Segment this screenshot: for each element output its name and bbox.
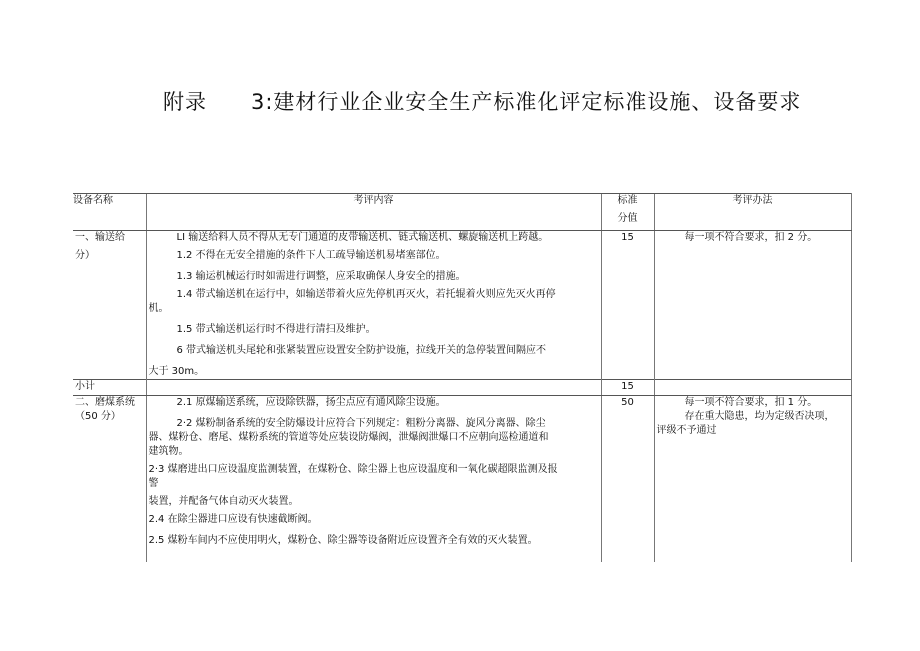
list-item: LI 输送给料人员不得从无专门通道的皮带输送机、链式输送机、螺旋输送机上跨越。 xyxy=(176,232,549,243)
header-method: 考评办法 xyxy=(654,194,851,231)
section2-name xyxy=(73,396,146,563)
subtotal-content xyxy=(146,380,601,396)
list-item: 警 xyxy=(148,478,159,489)
subtotal-method xyxy=(654,380,851,396)
standards-table xyxy=(73,193,852,562)
section1-name xyxy=(73,231,146,380)
section1-name-line1: 一、输送给 xyxy=(75,232,125,243)
list-item: 装置，并配备气体自动灭火装置。 xyxy=(148,496,299,507)
list-item: 机。 xyxy=(148,303,169,314)
header-score xyxy=(601,194,654,231)
section1-score: 15 xyxy=(601,231,654,380)
list-item: 2.4 在除尘器进口应设有快速截断阀。 xyxy=(148,514,318,525)
list-item: 2·3 煤磨进出口应设温度监测装置，在煤粉仓、除尘器上也应设温度和一氧化碳超限监测及报 xyxy=(148,464,558,475)
section2-name-line1: 二、磨煤系统 xyxy=(75,397,135,408)
list-item: 1.4 带式输送机在运行中，如输送带着火应先停机再灭火，若托辊着火则应先灭火再停 xyxy=(176,289,556,300)
title-prefix: 附录 xyxy=(163,90,207,114)
list-item: 器、煤粉仓、磨尾、煤粉系统的管道等处应装设防爆阀，泄爆阀泄爆口不应朝向巡检通道和 xyxy=(148,432,549,443)
section2-method-line2: 存在重大隐患，均为定级否决项， xyxy=(684,411,835,422)
title-main: 3:建材行业企业安全生产标准化评定标准设施、设备要求 xyxy=(251,90,802,114)
header-category: 设备名称 xyxy=(73,194,146,231)
section1-method: 每一项不符合要求，扣 2 分。 xyxy=(654,231,851,380)
header-score-line1: 标准 xyxy=(617,195,638,206)
list-item: 6 带式输送机头尾轮和张紧装置应设置安全防护设施，拉线开关的急停装置间隔应不 xyxy=(176,345,547,356)
table-row xyxy=(73,396,851,563)
page-title xyxy=(163,86,801,116)
section2-method-line3: 评级不予通过 xyxy=(656,425,717,436)
subtotal-score: 15 xyxy=(601,380,654,396)
subtotal-row xyxy=(73,380,851,396)
section2-name-line2: （50 分） xyxy=(75,411,121,422)
header-content: 考评内容 xyxy=(146,194,601,231)
header-score-line2: 分值 xyxy=(617,213,638,224)
list-item: 2.1 原煤输送系统，应设除铁器，扬尘点应有通风除尘设施。 xyxy=(176,397,446,408)
list-item: 建筑物。 xyxy=(148,446,189,457)
table-row xyxy=(73,231,851,380)
list-item: 1.2 不得在无安全措施的条件下人工疏导输送机易堵塞部位。 xyxy=(176,250,446,261)
list-item: 1.5 带式输送机运行时不得进行清扫及维护。 xyxy=(176,324,376,335)
section1-content xyxy=(146,231,601,380)
list-item: 1.3 输运机械运行时如需进行调整，应采取确保人身安全的措施。 xyxy=(176,271,466,282)
section2-score: 50 xyxy=(601,396,654,563)
list-item: 2.5 煤粉车间内不应使用明火，煤粉仓、除尘器等设备附近应设置齐全有效的灭火装置。 xyxy=(148,535,538,546)
subtotal-label: 小计 xyxy=(73,380,146,396)
section2-method xyxy=(654,396,851,563)
table-header-row xyxy=(73,194,851,231)
list-item: 2·2 煤粉制备系统的安全防爆设计应符合下列规定：粗粉分离器、旋风分离器、除尘 xyxy=(176,418,546,429)
section1-name-line2: 分） xyxy=(75,250,95,261)
section2-method-line1: 每一项不符合要求，扣 1 分。 xyxy=(684,397,818,408)
list-item: 大于 30m。 xyxy=(148,366,205,377)
section2-content xyxy=(146,396,601,563)
